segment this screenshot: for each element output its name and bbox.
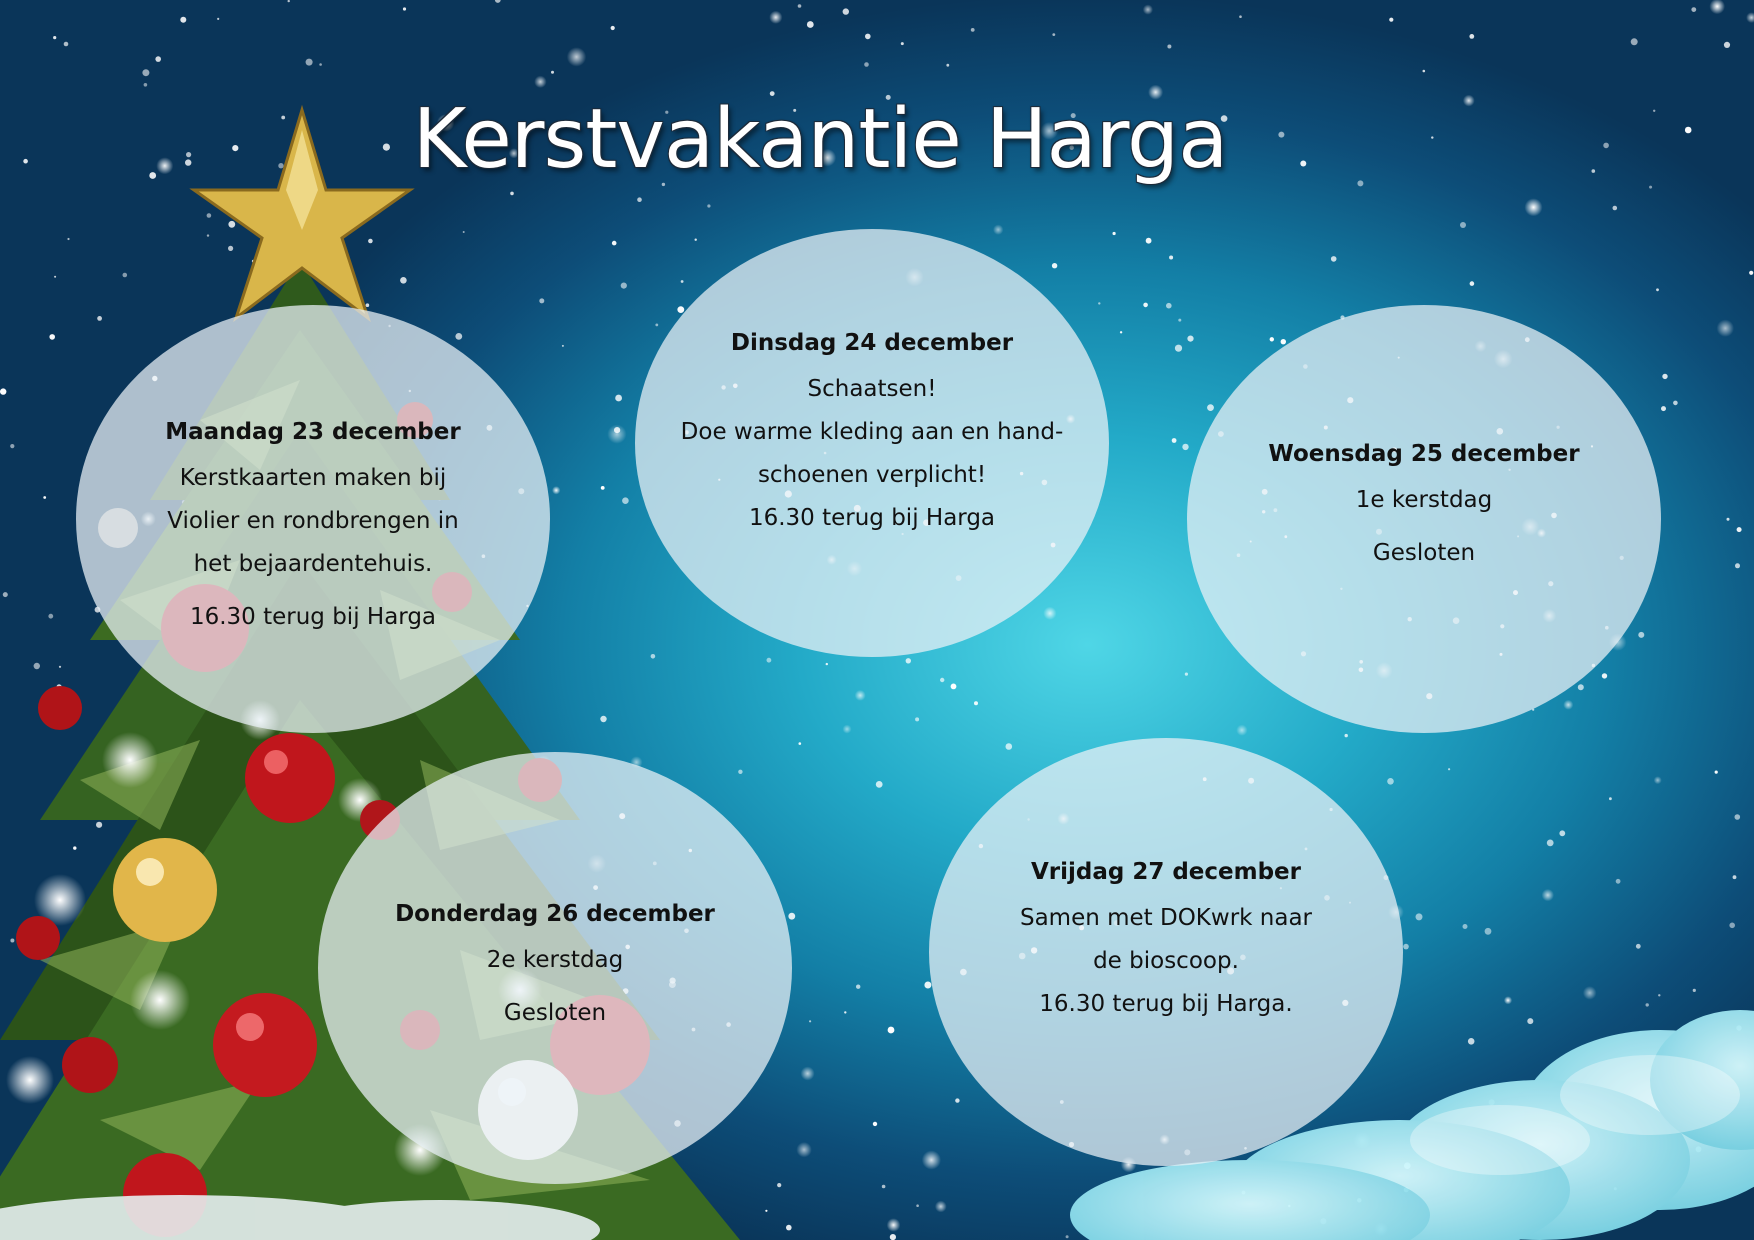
activity-line: het bejaardentehuis. (193, 551, 433, 577)
day-card-content (1268, 441, 1579, 575)
day-title: Vrijdag 27 december (1030, 858, 1302, 885)
return-time: 16.30 terug bij Harga. (1039, 990, 1293, 1017)
status-text: Gesloten (503, 1000, 607, 1026)
day-card-content (165, 419, 460, 639)
day-card-content (681, 330, 1064, 540)
day-title: Donderdag 26 december (395, 901, 715, 927)
day-card-woensdag (1187, 305, 1661, 733)
day-card-content (395, 901, 715, 1035)
day-card-vrijdag (929, 738, 1403, 1166)
day-title: Woensdag 25 december (1268, 441, 1580, 467)
day-title: Dinsdag 24 december (730, 330, 1014, 356)
activity-line: de bioscoop. (1093, 947, 1239, 974)
activity-line: Violier en rondbrengen in (167, 508, 459, 534)
activity-line: 2e kerstdag (486, 947, 624, 973)
status-text: Gesloten (1372, 540, 1476, 566)
day-card-content (1020, 859, 1312, 1026)
activity-line: schoenen verplicht! (757, 462, 987, 488)
day-card-dinsdag (635, 229, 1109, 657)
activity-line: Kerstkaarten maken bij (179, 465, 447, 491)
return-time: 16.30 terug bij Harga (189, 604, 437, 630)
day-card-maandag (76, 305, 550, 733)
day-card-donderdag (318, 752, 792, 1184)
page-title: Kerstvakantie Harga (412, 92, 1228, 187)
activity-line: 1e kerstdag (1355, 487, 1493, 513)
activity-line: Samen met DOKwrk naar (1019, 904, 1313, 931)
activity-line: Schaatsen! (807, 376, 937, 402)
return-time: 16.30 terug bij Harga (748, 505, 996, 531)
day-title: Maandag 23 december (165, 419, 461, 445)
activity-line: Doe warme kleding aan en hand- (680, 419, 1064, 445)
